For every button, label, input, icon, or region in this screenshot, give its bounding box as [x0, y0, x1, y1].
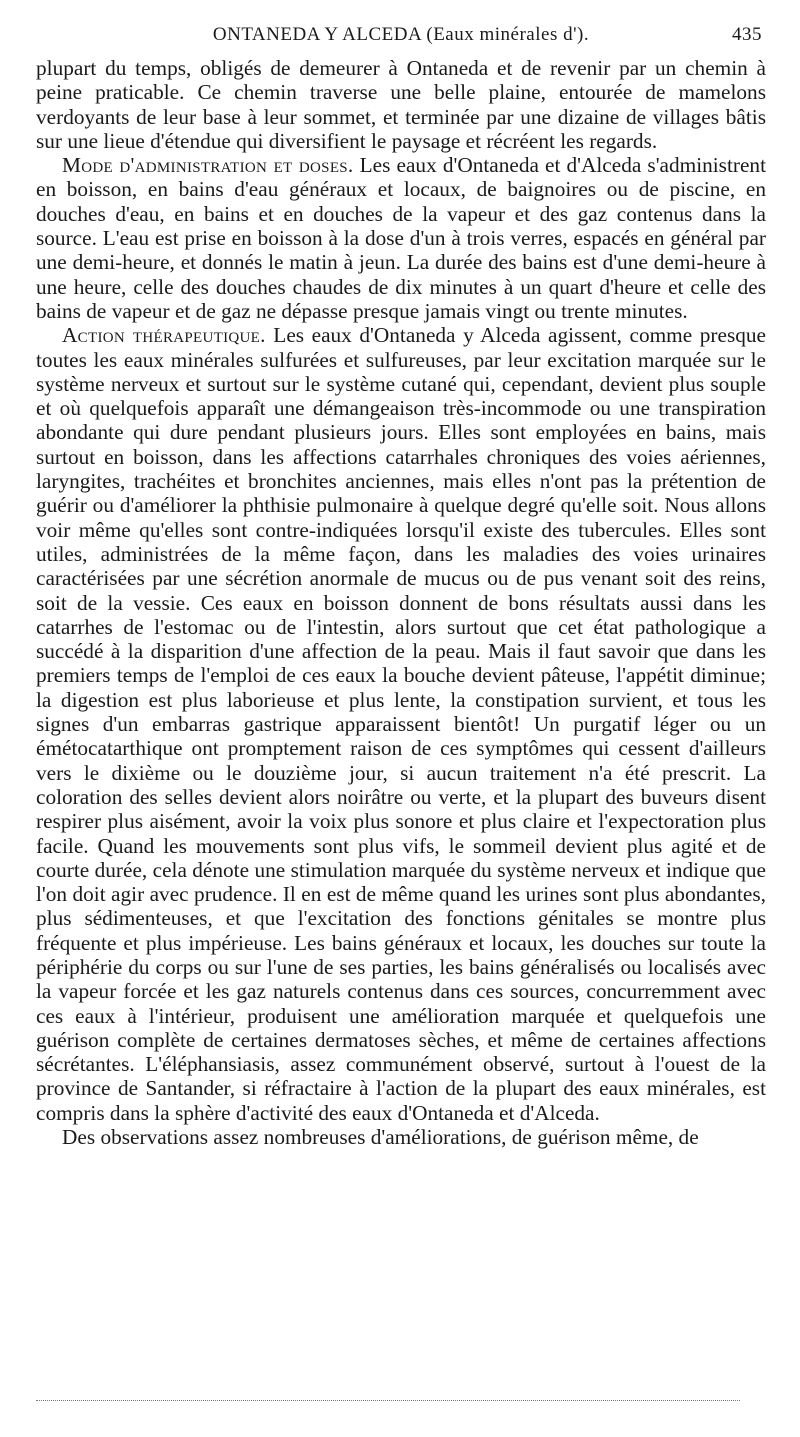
- paragraph-continuation: [36, 56, 766, 153]
- paragraph-observations: [36, 1125, 766, 1149]
- footer-dotted-rule: [36, 1400, 740, 1401]
- paragraph-text: Les eaux d'Ontaneda et d'Alceda s'administrent en boisson, en bains d'eau généraux et locaux, de baignoires ou de piscine, en douches d'eau, en bains et en douches de la vapeur et des gaz contenus dans la source. L'eau est prise en boisson à la dose d'un à trois verres, espacés en général par une demi-heure, et donnés le matin à jeun. La durée des bains est d'une demi-heure à une heure, celle des douches chaudes de dix minutes à un quart d'heure et celle des bains de vapeur et de gaz ne dépasse presque jamais vingt ou trente minutes.: [36, 153, 767, 323]
- paragraph-action-therapeutique: [36, 323, 766, 1125]
- paragraph-text: plupart du temps, obligés de demeurer à Ontaneda et de revenir par un chemin à peine praticable. Ce chemin traverse une belle plaine, entourée de mamelons verdoyants de leur base à leur sommet, et terminée par une dizaine de villages bâtis sur une lieue d'étendue qui diversifient le paysage et récréent les regards.: [36, 56, 766, 153]
- running-title: ONTANEDA Y ALCEDA (Eaux minérales d').: [212, 24, 590, 45]
- paragraph-text: Les eaux d'Ontaneda y Alceda agissent, comme presque toutes les eaux minérales sulfurées et sulfureuses, par leur excitation marquée sur le système nerveux et surtout sur le système cutané qui, cependant, devient plus souple et où quelquefois apparaît une démangeaison très-incommode ou une transpiration abondante qui dure pendant plusieurs jours. Elles sont employées en bains, mais surtout en boisson, dans les affections catarrhales chroniques des voies aériennes, laryngites, trachéites et bronchites anciennes, mais elles n'ont pas la prétention de guérir ou d'améliorer la phthisie pulmonaire à quelque degré qu'elle soit. Nous allons voir même qu'elles sont contre-indiquées lorsqu'il existe des tubercules. Elles sont utiles, administrées de la même façon, dans les maladies des voies urinaires caractérisées par une sécrétion anormale de mucus ou de pus venant soit des reins, soit de la vessie. Ces eaux en boisson donnent de bons résultats aussi dans les catarrhes de l'estomac ou de l'intestin, alors surtout que cet état pathologique a succédé à la disparition d'une affection de la peau. Mais il faut savoir que dans les premiers temps de l'emploi de ces eaux la bouche devient pâteuse, l'appétit diminue; la digestion est plus laborieuse et plus lente, la constipation survient, et tous les signes d'un embarras gastrique apparaissent bientôt! Un purgatif léger ou un émétocatarthique ont promptement raison de ces symptômes qui cessent d'ailleurs vers le dixième ou le douzième jour, si aucun traitement n'a été prescrit. La coloration des selles devient alors noirâtre ou verte, et la plupart des buveurs disent respirer plus aisément, avoir la voix plus sonore et plus claire et l'expectoration plus facile. Quand les mouvements sont plus vifs, le sommeil devient plus agité et de courte durée, cela dénote une stimulation marquée du système nerveux et indique que l'on doit agir avec prudence. Il en est de même quand les urines sont plus abondantes, plus sédimenteuses, et que l'excitation des fonctions génitales se montre plus fréquente et plus impérieuse. Les bains généraux et locaux, les douches sur toute la périphérie du corps ou sur l'une de ses parties, les bains généralisés ou localisés avec la vapeur forcée et les gaz naturels contenus dans ces sources, concurremment avec ces eaux à l'intérieur, produisent une amélioration marquée et quelquefois une guérison complète de certaines dermatoses sèches, et même de certaines affections sécrétantes. L'éléphansiasis, assez communément observé, surtout à l'ouest de la province de Santander, si réfractaire à l'action de la plupart des eaux minérales, est compris dans la sphère d'activité des eaux d'Ontaneda et d'Alceda.: [36, 323, 766, 1125]
- body-text: [36, 56, 766, 1149]
- page-number: 435: [732, 24, 762, 45]
- paragraph-text: Des observations assez nombreuses d'améliorations, de guérison même, de: [62, 1125, 699, 1150]
- running-header: [36, 22, 766, 56]
- paragraph-mode-administration: [36, 153, 766, 323]
- section-heading: Action thérapeutique.: [62, 323, 266, 348]
- section-heading: Mode d'administration et doses.: [62, 153, 354, 178]
